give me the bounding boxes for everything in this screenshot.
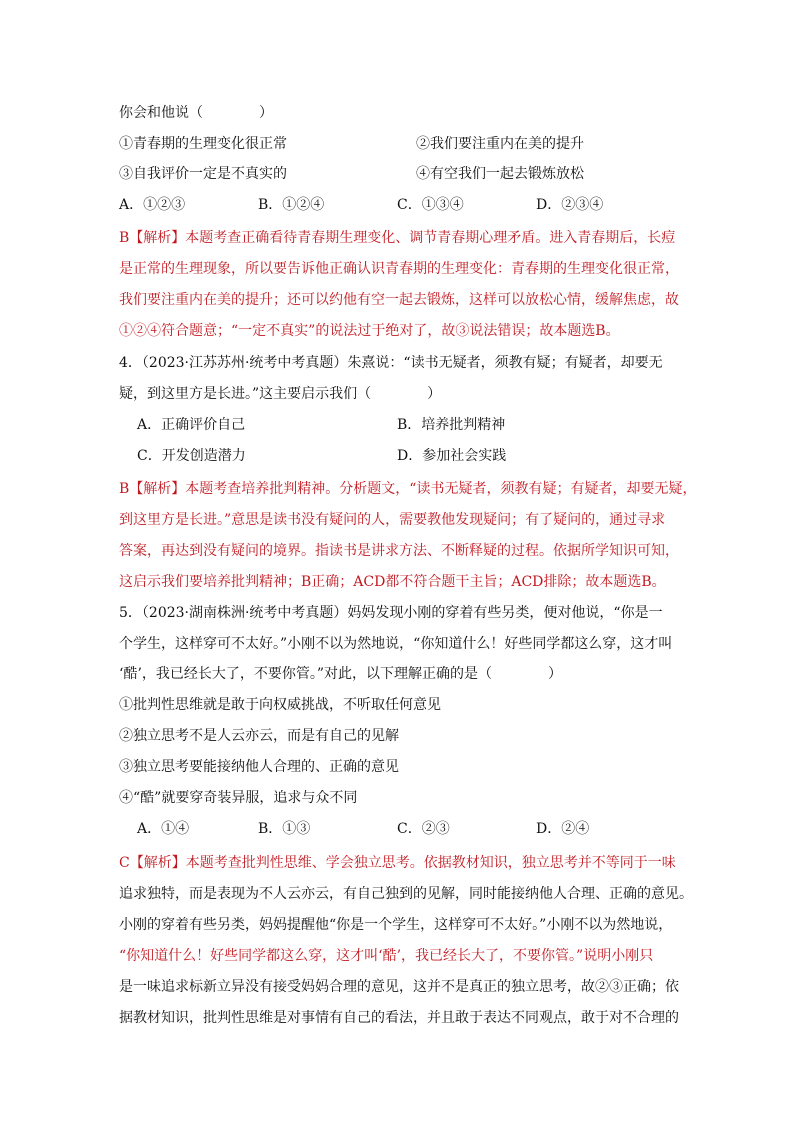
q5-option-d: D．②④ bbox=[536, 821, 590, 837]
q4-option-c: C．开发创造潜力 bbox=[137, 448, 246, 464]
q4-stem-line-2: 疑，到这里方是长进。”这主要启示我们（ ） bbox=[119, 386, 442, 402]
q5-analysis-line-4: “你知道什么！好些同学都这么穿，这才叫‘酷’，我已经长大了，不要你管。”说明小刚只 bbox=[119, 948, 654, 964]
q5-stem-line-2: 个学生，这样穿可不太好。”小刚不以为然地说，“你知道什么！好些同学都这么穿，这才叫 bbox=[119, 636, 673, 652]
q5-analysis-line-5: 是一味追求标新立异没有接受妈妈合理的意见，这并不是真正的独立思考，故②③正确；依 bbox=[119, 979, 679, 995]
q4-analysis-line-4: 这启示我们要培养批判精神；B正确；ACD都不符合题干主旨；ACD排除；故本题选B。 bbox=[119, 574, 666, 590]
q4-stem-line-1: 4．（2023·江苏苏州·统考中考真题）朱熹说：“读书无疑者，须教有疑；有疑者，却要无 bbox=[119, 355, 663, 371]
q5-item-4: ④“酷”就要穿奇装异服，追求与众不同 bbox=[119, 790, 358, 806]
q4-option-b: B．培养批判精神 bbox=[397, 417, 506, 433]
q4-option-a: A．正确评价自己 bbox=[137, 417, 246, 433]
q3-analysis-line-2: 是正常的生理现象，所以要告诉他正确认识青春期的生理变化：青春期的生理变化很正常， bbox=[119, 261, 679, 277]
q5-analysis-line-6: 据教材知识，批判性思维是对事情有自己的看法，并且敢于表达不同观点，敢于对不合理的 bbox=[119, 1010, 679, 1026]
q3-item-3: ③自我评价一定是不真实的 bbox=[119, 166, 287, 182]
q3-analysis-line-1: B【解析】本题考查正确看待青春期生理变化、调节青春期心理矛盾。进入青春期后，长痘 bbox=[119, 230, 676, 246]
q3-option-c: C．①③④ bbox=[397, 197, 464, 213]
q5-stem-line-1: 5．（2023·湖南株洲·统考中考真题）妈妈发现小刚的穿着有些另类，便对他说，“你是一 bbox=[119, 605, 663, 621]
q5-analysis-line-3: 小刚的穿着有些另类，妈妈提醒他“你是一个学生，这样穿可不太好。”小刚不以为然地说， bbox=[119, 917, 673, 933]
q3-item-1: ①青春期的生理变化很正常 bbox=[119, 136, 287, 152]
q5-item-1: ①批判性思维就是敢于向权威挑战，不听取任何意见 bbox=[119, 697, 441, 713]
q3-option-b: B．①②④ bbox=[258, 197, 325, 213]
q5-option-a: A．①④ bbox=[137, 821, 190, 837]
q5-analysis-line-1: C【解析】本题考查批判性思维、学会独立思考。依据教材知识，独立思考并不等同于一味 bbox=[119, 855, 676, 871]
q4-analysis-line-1: B【解析】本题考查培养批判精神。分析题文，“读书无疑者，须教有疑；有疑者，却要无疑， bbox=[119, 481, 697, 497]
q4-analysis-line-3: 答案，再达到没有疑问的境界。指读书是讲求方法、不断释疑的过程。依据所学知识可知， bbox=[119, 543, 679, 559]
q5-option-c: C．②③ bbox=[397, 821, 450, 837]
q3-analysis-line-3: 我们要注重内在美的提升；还可以约他有空一起去锻炼，这样可以放松心情，缓解焦虑，故 bbox=[119, 292, 679, 308]
q4-analysis-line-2: 到这里方是长进。”意思是读书没有疑问的人，需要教他发现疑问；有了疑问的，通过寻求 bbox=[119, 512, 666, 528]
q3-analysis-line-4: ①②④符合题意；“一定不真实”的说法过于绝对了，故③说法错误；故本题选B。 bbox=[119, 323, 620, 339]
q3-option-d: D．②③④ bbox=[536, 197, 604, 213]
q5-item-2: ②独立思考不是人云亦云，而是有自己的见解 bbox=[119, 728, 399, 744]
q5-analysis-line-2: 追求独特，而是表现为不人云亦云，有自己独到的见解，同时能接纳他人合理、正确的意见。 bbox=[119, 886, 693, 902]
q3-option-a: A．①②③ bbox=[119, 197, 186, 213]
q5-item-3: ③独立思考要能接纳他人合理的、正确的意见 bbox=[119, 759, 399, 775]
q3-stem-tail: 你会和他说（ ） bbox=[119, 105, 273, 121]
q3-item-4: ④有空我们一起去锻炼放松 bbox=[416, 166, 584, 182]
q5-option-b: B．①③ bbox=[258, 821, 311, 837]
q3-item-2: ②我们要注重内在美的提升 bbox=[416, 136, 584, 152]
q5-stem-line-3: ‘酷’，我已经长大了，不要你管。”对此，以下理解正确的是（ ） bbox=[119, 666, 563, 682]
q4-option-d: D．参加社会实践 bbox=[397, 448, 507, 464]
